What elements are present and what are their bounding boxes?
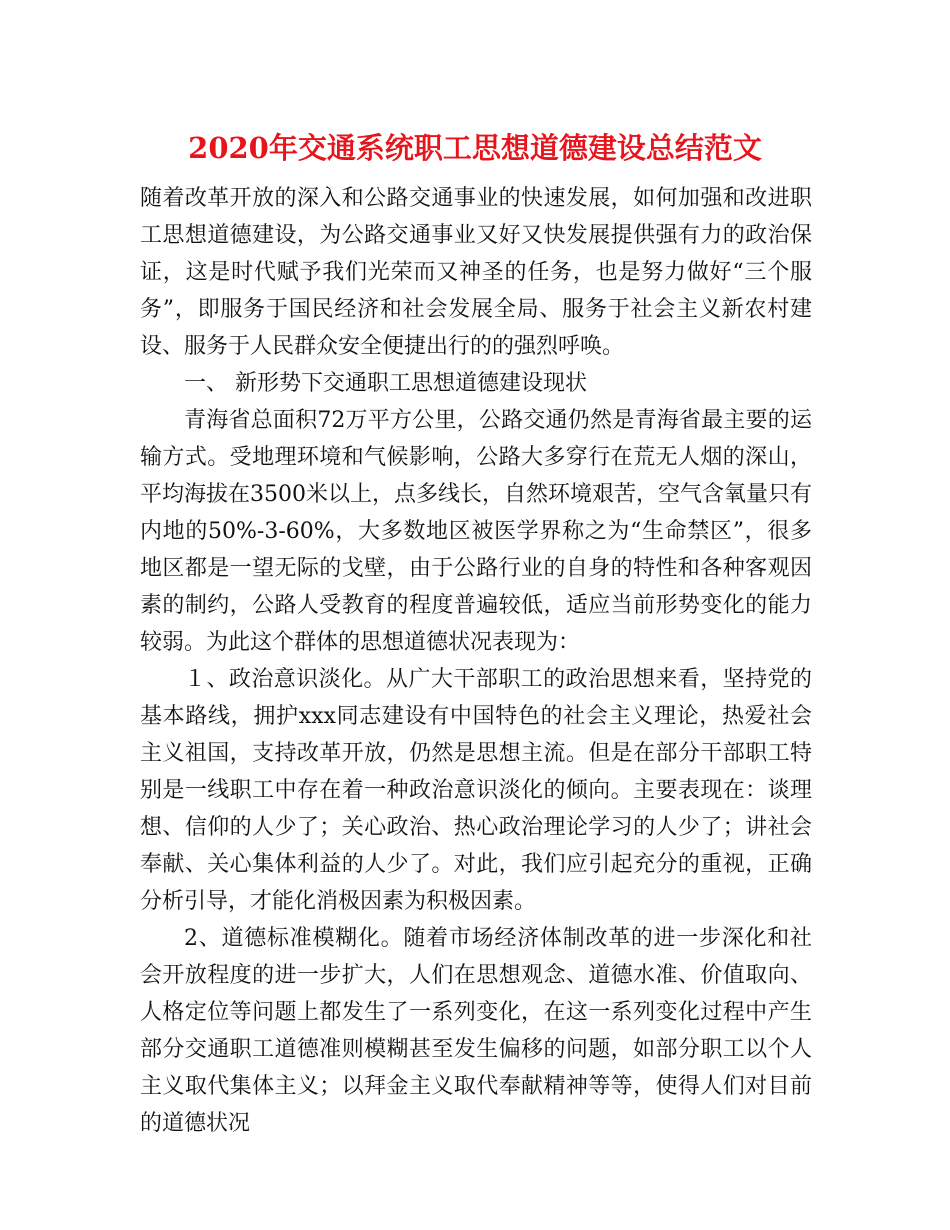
document-body [140, 180, 812, 1142]
section-heading: 一、 新形势下交通职工思想道德建设现状 [184, 371, 587, 396]
paragraph-moral: 2、道德标准模糊化。随着市场经济体制改革的进一步深化和社会开放程度的进一步扩大，人们在思想观念、道德水准、价值取向、人格定位等问题上都发生了一系列变化，在这一系列变化过程中产生部分交通职工道德准则模糊甚至发生偏移的问题，如部分职工以个人主义取代集体主义；以拜金主义取代奉献精神等等，使得人们对目前的道德状况 [140, 926, 812, 1136]
paragraph-qinghai: 青海省总面积72万平方公里，公路交通仍然是青海省最主要的运输方式。受地理环境和气候影响，公路大多穿行在荒无人烟的深山，平均海拔在3500米以上，点多线长，自然环境艰苦，空气含氧量只有内地的50%-3-60%，大多数地区被医学界称之为“生命禁区”，很多地区都是一望无际的戈壁，由于公路行业的自身的特性和各种客观因素的制约，公路人受教育的程度普遍较低，适应当前形势变化的能力较弱。为此这个群体的思想道德状况表现为： [140, 408, 812, 655]
paragraph-political: １、政治意识淡化。从广大干部职工的政治思想来看，坚持党的基本路线，拥护xxx同志建设有中国特色的社会主义理论，热爱社会主义祖国，支持改革开放，仍然是思想主流。但是在部分干部职工特别是一线职工中存在着一种政治意识淡化的倾向。主要表现在：谈理想、信仰的人少了；关心政治、热心政治理论学习的人少了；讲社会奉献、关心集体利益的人少了。对此，我们应引起充分的重视，正确分析引导，才能化消极因素为积极因素。 [140, 667, 812, 914]
paragraph-intro: 随着改革开放的深入和公路交通事业的快速发展，如何加强和改进职工思想道德建设，为公路交通事业又好又快发展提供强有力的政治保证，这是时代赋予我们光荣而又神圣的任务，也是努力做好“三个服务”，即服务于国民经济和社会发展全局、服务于社会主义新农村建设、服务于人民群众安全便捷出行的的强烈呼唤。 [140, 186, 812, 359]
document-title: 2020年交通系统职工思想道德建设总结范文 [188, 131, 762, 165]
